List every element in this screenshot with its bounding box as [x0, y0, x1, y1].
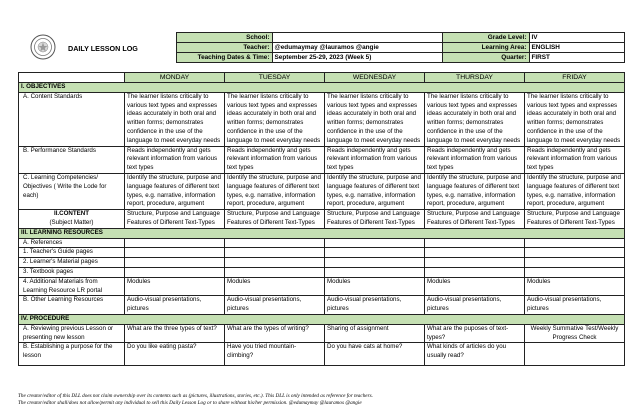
table-cell: The learner listens critically to various text types and expresses ideas accurately in both oral and written forms; demonstrates confidence in the use of the language to meet everyday needs — [425, 92, 525, 146]
header-info-table — [18, 32, 625, 63]
row-label-other-resources: B. Other Learning Resources — [19, 296, 125, 315]
table-cell — [525, 343, 625, 366]
learning-area-value: ENGLISH — [529, 43, 624, 53]
table-cell: Audio-visual presentations, pictures — [225, 296, 325, 315]
table-cell: Identify the structure, purpose and language features of different text types, e.g. narrative, information report, procedure, argument — [225, 173, 325, 209]
footer-disclaimer — [18, 393, 624, 407]
table-cell: Modules — [325, 277, 425, 296]
section-procedure — [19, 314, 625, 324]
table-cell: The learner listens critically to various text types and expresses ideas accurately in both oral and written forms; demonstrates confidence in the use of the language to meet everyday needs — [125, 92, 225, 146]
day-friday: FRIDAY — [525, 73, 625, 83]
teacher-value: @edumaymay @lauramos @angie — [272, 43, 442, 53]
row-label-content-standards: A. Content Standards — [19, 92, 125, 146]
table-cell: Structure, Purpose and Language Features of Different Text-Types — [325, 210, 425, 229]
row-label-content — [19, 210, 125, 229]
grade-level-label: Grade Level: — [442, 33, 529, 43]
table-row — [19, 258, 625, 268]
footer-line-2: The creator/editor shall/does not allow/permit any individual to sell this Daily Lesson Log or to share without his/her permission. @edumaymay @lauramos @angie — [18, 400, 362, 406]
table-row — [19, 277, 625, 296]
table-row — [19, 146, 625, 173]
table-row — [19, 248, 625, 258]
day-header-row — [19, 73, 625, 83]
table-cell: Reads independently and gets relevant information from various text types — [425, 146, 525, 173]
table-cell: Audio-visual presentations, pictures — [525, 296, 625, 315]
table-cell: Audio-visual presentations, pictures — [325, 296, 425, 315]
row-label-establishing-purpose: B. Establishing a purpose for the lesson — [19, 343, 125, 366]
table-cell: Modules — [225, 277, 325, 296]
teacher-label: Teacher: — [176, 43, 272, 53]
table-cell: What are the puposes of text-types? — [425, 324, 525, 343]
content-label: II.CONTENT — [53, 210, 90, 218]
row-label-learners-material: 2. Learner's Material pages — [19, 258, 125, 268]
row-label-additional-materials: 4. Additional Materials from Learning Resource LR portal — [19, 277, 125, 296]
table-cell: Sharing of assignment — [325, 324, 425, 343]
table-cell: The learner listens critically to various text types and expresses ideas accurately in both oral and written forms; demonstrates confidence in the use of the language to meet everyday needs — [225, 92, 325, 146]
table-cell: Identify the structure, purpose and language features of different text types, e.g. narrative, information report, procedure, argument — [525, 173, 625, 209]
learning-area-label: Learning Area: — [442, 43, 529, 53]
table-cell: Reads independently and gets relevant information from various text types — [325, 146, 425, 173]
day-thursday: THURSDAY — [425, 73, 525, 83]
table-cell: Identify the structure, purpose and language features of different text types, e.g. narrative, information report, procedure, argument — [425, 173, 525, 209]
row-label-teachers-guide: 1. Teacher's Guide pages — [19, 248, 125, 258]
table-cell: Modules — [525, 277, 625, 296]
row-label-references: A. References — [19, 238, 125, 248]
quarter-value: FIRST — [529, 53, 624, 63]
footer-line-1: The creator/editor of this DLL does not claim ownership over its contents such as (pictures, illustrations, stories, etc.). This DLL is only intended as reference for teachers. — [18, 393, 373, 399]
table-cell: Identify the structure, purpose and language features of different text types, e.g. narrative, information report, procedure, argument — [325, 173, 425, 209]
table-cell: Do you like eating pasta? — [125, 343, 225, 366]
table-row — [19, 267, 625, 277]
table-row — [19, 343, 625, 366]
grade-level-value: IV — [529, 33, 624, 43]
row-label-performance-standards: B. Performance Standards — [19, 146, 125, 173]
section-learning-resources-label: III. LEARNING RESOURCES — [19, 228, 625, 238]
table-row — [19, 324, 625, 343]
content-sublabel: (Subject Matter) — [49, 218, 94, 226]
section-learning-resources — [19, 228, 625, 238]
table-row — [19, 238, 625, 248]
table-row — [19, 296, 625, 315]
table-cell: Structure, Purpose and Language Features of Different Text-Types — [425, 210, 525, 229]
school-value — [272, 33, 442, 43]
table-cell: Do you have cats at home? — [325, 343, 425, 366]
document-title: DAILY LESSON LOG — [68, 44, 138, 53]
row-label-learning-competencies: C. Learning Competencies/ Objectives ( Write the Lode for each) — [19, 173, 125, 209]
row-label-reviewing: A. Reviewing previous Lesson or presenting new lesson — [19, 324, 125, 343]
table-cell: Modules — [425, 277, 525, 296]
row-label-textbook: 3. Textbook pages — [19, 267, 125, 277]
table-cell: Have you tried mountain-climbing? — [225, 343, 325, 366]
table-cell: Structure, Purpose and Language Features of Different Text-Types — [125, 210, 225, 229]
table-cell: Audio-visual presentations, pictures — [125, 296, 225, 315]
school-label: School: — [176, 33, 272, 43]
table-cell: What are the types of writing? — [225, 324, 325, 343]
table-row — [19, 173, 625, 209]
day-monday: MONDAY — [125, 73, 225, 83]
lesson-log-table — [18, 72, 625, 366]
day-tuesday: TUESDAY — [225, 73, 325, 83]
table-cell: The learner listens critically to various text types and expresses ideas accurately in both oral and written forms; demonstrates confidence in the use of the language to meet everyday needs — [325, 92, 425, 146]
table-cell: Reads independently and gets relevant information from various text types — [225, 146, 325, 173]
table-row — [19, 92, 625, 146]
section-objectives — [19, 83, 625, 93]
table-cell: Reads independently and gets relevant information from various text types — [125, 146, 225, 173]
table-cell: Structure, Purpose and Language Features of Different Text-Types — [225, 210, 325, 229]
table-cell: Modules — [125, 277, 225, 296]
quarter-label: Quarter: — [442, 53, 529, 63]
teaching-dates-value: September 25-29, 2023 (Week 5) — [272, 53, 442, 63]
table-cell: What are the three types of text? — [125, 324, 225, 343]
table-cell: Structure, Purpose and Language Features of Different Text-Types — [525, 210, 625, 229]
table-cell: Weekly Summative Test/Weekly Progress Check — [525, 324, 625, 343]
table-cell: Identify the structure, purpose and language features of different text types, e.g. narrative, information report, procedure, argument — [125, 173, 225, 209]
table-row — [19, 210, 625, 229]
section-objectives-label: I. OBJECTIVES — [19, 83, 625, 93]
day-wednesday: WEDNESDAY — [325, 73, 425, 83]
table-cell: Reads independently and gets relevant information from various text types — [525, 146, 625, 173]
table-cell: The learner listens critically to various text types and expresses ideas accurately in both oral and written forms; demonstrates confidence in the use of the language to meet everyday needs — [525, 92, 625, 146]
section-procedure-label: IV. PROCEDURE — [19, 314, 625, 324]
table-cell: Audio-visual presentations, pictures — [425, 296, 525, 315]
table-cell: What kinds of articles do you usually read? — [425, 343, 525, 366]
teaching-dates-label: Teaching Dates & Time: — [176, 53, 272, 63]
